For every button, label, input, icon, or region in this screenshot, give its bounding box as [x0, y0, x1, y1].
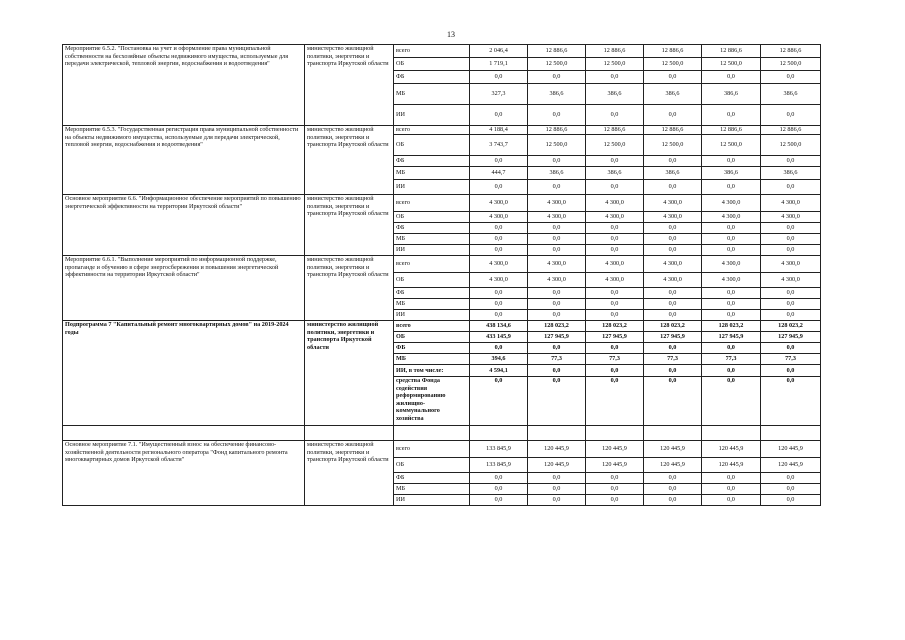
value-cell: 120 445,9 — [586, 441, 644, 458]
value-cell: 0,0 — [644, 223, 702, 234]
value-cell: 12 886,6 — [761, 126, 821, 135]
value-cell: 0,0 — [470, 234, 528, 245]
value-cell: 0,0 — [702, 299, 761, 310]
funding-source: всего — [394, 45, 470, 58]
value-cell: 127 945,9 — [528, 332, 586, 343]
funding-source: ОБ — [394, 458, 470, 473]
value-cell: 128 023,2 — [644, 321, 702, 332]
value-cell: 0,0 — [586, 473, 644, 484]
value-cell: 0,0 — [586, 343, 644, 354]
value-cell: 0,0 — [528, 299, 586, 310]
value-cell: 128 023,2 — [761, 321, 821, 332]
value-cell: 0,0 — [586, 365, 644, 377]
funding-source: ОБ — [394, 58, 470, 71]
table-row — [63, 195, 821, 212]
value-cell: 0,0 — [586, 223, 644, 234]
value-cell: 12 500,0 — [761, 58, 821, 71]
value-cell: 128 023,2 — [702, 321, 761, 332]
value-cell: 12 886,6 — [586, 45, 644, 58]
value-cell: 0,0 — [528, 234, 586, 245]
value-cell: 77,3 — [761, 354, 821, 365]
value-cell: 0,0 — [644, 156, 702, 167]
value-cell: 4 300,0 — [470, 195, 528, 212]
value-cell: 386,6 — [761, 167, 821, 180]
value-cell: 0,0 — [586, 288, 644, 299]
funding-source: ФБ — [394, 71, 470, 84]
value-cell: 386,6 — [702, 167, 761, 180]
funding-source: МБ — [394, 167, 470, 180]
value-cell: 120 445,9 — [528, 458, 586, 473]
value-cell: 120 445,9 — [644, 458, 702, 473]
funding-source: МБ — [394, 84, 470, 105]
empty-cell — [63, 426, 305, 441]
value-cell: 4 300,0 — [702, 273, 761, 288]
table-row — [63, 321, 821, 332]
value-cell: 12 500,0 — [702, 58, 761, 71]
value-cell: 4 300,0 — [702, 195, 761, 212]
funding-source: всего — [394, 195, 470, 212]
value-cell: 12 500,0 — [528, 58, 586, 71]
value-cell: 127 945,9 — [644, 332, 702, 343]
value-cell: 0,0 — [761, 245, 821, 256]
value-cell: 0,0 — [528, 156, 586, 167]
value-cell: 120 445,9 — [528, 441, 586, 458]
value-cell: 4 300,0 — [528, 212, 586, 223]
funding-source: ИИ — [394, 310, 470, 321]
value-cell: 12 500,0 — [761, 135, 821, 156]
value-cell: 12 500,0 — [644, 58, 702, 71]
value-cell: 12 886,6 — [586, 126, 644, 135]
value-cell: 0,0 — [702, 484, 761, 495]
value-cell: 77,3 — [702, 354, 761, 365]
value-cell: 0,0 — [586, 105, 644, 126]
value-cell: 127 945,9 — [702, 332, 761, 343]
value-cell: 12 886,6 — [644, 126, 702, 135]
value-cell: 4 300,0 — [761, 256, 821, 273]
value-cell: 12 500,0 — [586, 58, 644, 71]
value-cell: 0,0 — [702, 223, 761, 234]
value-cell: 127 945,9 — [586, 332, 644, 343]
value-cell: 0,0 — [470, 288, 528, 299]
funding-source: ФБ — [394, 343, 470, 354]
value-cell: 0,0 — [470, 223, 528, 234]
value-cell: 0,0 — [528, 105, 586, 126]
value-cell: 12 500,0 — [586, 135, 644, 156]
value-cell: 0,0 — [702, 180, 761, 195]
value-cell: 120 445,9 — [761, 441, 821, 458]
value-cell: 0,0 — [528, 377, 586, 426]
value-cell: 0,0 — [528, 343, 586, 354]
value-cell: 386,6 — [644, 167, 702, 180]
value-cell: 0,0 — [470, 343, 528, 354]
value-cell: 386,6 — [761, 84, 821, 105]
value-cell: 0,0 — [586, 310, 644, 321]
value-cell: 386,6 — [528, 167, 586, 180]
value-cell: 0,0 — [586, 484, 644, 495]
value-cell: 0,0 — [528, 310, 586, 321]
value-cell: 133 845,9 — [470, 458, 528, 473]
value-cell: 0,0 — [761, 377, 821, 426]
value-cell: 1 719,1 — [470, 58, 528, 71]
funding-source: ИИ — [394, 105, 470, 126]
value-cell: 0,0 — [528, 71, 586, 84]
executor-name: министерство жилищной политики, энергетики и транспорта Иркутской области — [305, 45, 394, 126]
value-cell: 0,0 — [644, 288, 702, 299]
value-cell: 4 300,0 — [528, 256, 586, 273]
value-cell: 0,0 — [702, 310, 761, 321]
empty-cell — [394, 426, 470, 441]
value-cell: 4 300,0 — [586, 212, 644, 223]
table-row — [63, 45, 821, 58]
table-row — [63, 441, 821, 458]
value-cell: 4 300,0 — [470, 273, 528, 288]
value-cell: 0,0 — [644, 299, 702, 310]
value-cell: 120 445,9 — [586, 458, 644, 473]
activity-name: Основное мероприятие 7.1. "Имущественный взнос на обеспечение финансово-хозяйственной деятельности регионального оператора "Фонд капитального ремонта многоквартирных домов Иркутской области" — [63, 441, 305, 506]
value-cell: 128 023,2 — [528, 321, 586, 332]
value-cell: 0,0 — [644, 377, 702, 426]
value-cell: 0,0 — [761, 495, 821, 506]
value-cell: 0,0 — [470, 484, 528, 495]
empty-cell — [528, 426, 586, 441]
funding-source: ИИ — [394, 495, 470, 506]
funding-source: МБ — [394, 354, 470, 365]
value-cell: 386,6 — [528, 84, 586, 105]
funding-source: всего — [394, 256, 470, 273]
value-cell: 0,0 — [586, 377, 644, 426]
value-cell: 4 300,0 — [644, 195, 702, 212]
value-cell: 0,0 — [528, 473, 586, 484]
value-cell: 120 445,9 — [761, 458, 821, 473]
funding-source: ОБ — [394, 212, 470, 223]
value-cell: 0,0 — [702, 245, 761, 256]
value-cell: 0,0 — [644, 180, 702, 195]
executor-name: министерство жилищной политики, энергетики и транспорта Иркутской области — [305, 126, 394, 195]
value-cell: 0,0 — [470, 377, 528, 426]
value-cell: 444,7 — [470, 167, 528, 180]
funding-source: средства Фонда содействия реформированию жилищно-коммунального хозяйства — [394, 377, 470, 426]
value-cell: 0,0 — [528, 484, 586, 495]
value-cell: 386,6 — [586, 167, 644, 180]
value-cell: 0,0 — [528, 223, 586, 234]
value-cell: 4 300,0 — [586, 273, 644, 288]
value-cell: 4 300,0 — [644, 212, 702, 223]
value-cell: 4 300,0 — [761, 195, 821, 212]
activity-name: Мероприятие 6.5.2. "Постановка на учет и оформление права муниципальной собственности на бесхозяйные объекты недвижимого имущества, используемые для передачи электрической, тепловой энергии, водоснабжения и водоотведения" — [63, 45, 305, 126]
value-cell: 4 300,0 — [586, 256, 644, 273]
value-cell: 386,6 — [644, 84, 702, 105]
empty-cell — [644, 426, 702, 441]
value-cell: 4 188,4 — [470, 126, 528, 135]
value-cell: 4 300,0 — [470, 256, 528, 273]
executor-name: министерство жилищной политики, энергетики и транспорта Иркутской области — [305, 441, 394, 506]
value-cell: 127 945,9 — [761, 332, 821, 343]
value-cell: 12 886,6 — [702, 126, 761, 135]
value-cell: 4 300,0 — [761, 273, 821, 288]
value-cell: 0,0 — [761, 473, 821, 484]
value-cell: 0,0 — [644, 71, 702, 84]
value-cell: 0,0 — [761, 288, 821, 299]
empty-cell — [586, 426, 644, 441]
funding-source: ФБ — [394, 288, 470, 299]
value-cell: 0,0 — [470, 473, 528, 484]
value-cell: 12 886,6 — [702, 45, 761, 58]
value-cell: 0,0 — [470, 156, 528, 167]
value-cell: 0,0 — [761, 310, 821, 321]
value-cell: 0,0 — [528, 245, 586, 256]
value-cell: 394,6 — [470, 354, 528, 365]
value-cell: 128 023,2 — [586, 321, 644, 332]
value-cell: 0,0 — [702, 288, 761, 299]
value-cell: 0,0 — [644, 495, 702, 506]
funding-source: МБ — [394, 234, 470, 245]
value-cell: 4 300,0 — [644, 256, 702, 273]
value-cell: 0,0 — [470, 310, 528, 321]
table-row — [63, 126, 821, 135]
value-cell: 0,0 — [702, 234, 761, 245]
value-cell: 0,0 — [644, 105, 702, 126]
value-cell: 0,0 — [702, 343, 761, 354]
value-cell: 0,0 — [702, 105, 761, 126]
value-cell: 0,0 — [528, 288, 586, 299]
value-cell: 0,0 — [644, 310, 702, 321]
value-cell: 12 886,6 — [528, 45, 586, 58]
value-cell: 0,0 — [761, 343, 821, 354]
value-cell: 0,0 — [528, 495, 586, 506]
budget-table — [62, 44, 821, 506]
value-cell: 0,0 — [586, 71, 644, 84]
value-cell: 12 886,6 — [761, 45, 821, 58]
funding-source: всего — [394, 321, 470, 332]
value-cell: 77,3 — [586, 354, 644, 365]
value-cell: 133 845,9 — [470, 441, 528, 458]
funding-source: всего — [394, 126, 470, 135]
value-cell: 0,0 — [761, 234, 821, 245]
empty-cell — [470, 426, 528, 441]
funding-source: ИИ — [394, 180, 470, 195]
value-cell: 0,0 — [644, 234, 702, 245]
value-cell: 4 594,1 — [470, 365, 528, 377]
funding-source: МБ — [394, 299, 470, 310]
funding-source: ИИ, в том числе: — [394, 365, 470, 377]
funding-source: ОБ — [394, 135, 470, 156]
value-cell: 0,0 — [761, 223, 821, 234]
value-cell: 12 886,6 — [528, 126, 586, 135]
subprogram-name: Подпрограмма 7 "Капитальный ремонт многоквартирных домов" на 2019-2024 годы — [63, 321, 305, 426]
value-cell: 2 046,4 — [470, 45, 528, 58]
value-cell: 0,0 — [644, 473, 702, 484]
value-cell: 77,3 — [644, 354, 702, 365]
executor-name: министерство жилищной политики, энергетики и транспорта Иркутской области — [305, 321, 394, 426]
value-cell: 12 500,0 — [528, 135, 586, 156]
value-cell: 4 300,0 — [644, 273, 702, 288]
activity-name: Основное мероприятие 6.6. "Информационное обеспечение мероприятий по повышению энергетической эффективности на территории Иркутской области" — [63, 195, 305, 256]
value-cell: 327,3 — [470, 84, 528, 105]
value-cell: 0,0 — [586, 156, 644, 167]
funding-source: ФБ — [394, 223, 470, 234]
value-cell: 0,0 — [470, 71, 528, 84]
empty-cell — [702, 426, 761, 441]
value-cell: 0,0 — [586, 299, 644, 310]
value-cell: 0,0 — [702, 495, 761, 506]
value-cell: 77,3 — [528, 354, 586, 365]
value-cell: 0,0 — [528, 365, 586, 377]
value-cell: 0,0 — [586, 180, 644, 195]
value-cell: 0,0 — [644, 484, 702, 495]
value-cell: 0,0 — [470, 105, 528, 126]
value-cell: 0,0 — [702, 156, 761, 167]
value-cell: 4 300,0 — [586, 195, 644, 212]
value-cell: 0,0 — [761, 180, 821, 195]
value-cell: 4 300,0 — [528, 195, 586, 212]
value-cell: 386,6 — [702, 84, 761, 105]
value-cell: 0,0 — [702, 365, 761, 377]
empty-cell — [305, 426, 394, 441]
value-cell: 120 445,9 — [644, 441, 702, 458]
value-cell: 0,0 — [702, 473, 761, 484]
value-cell: 120 445,9 — [702, 441, 761, 458]
value-cell: 0,0 — [761, 484, 821, 495]
value-cell: 0,0 — [528, 180, 586, 195]
value-cell: 0,0 — [761, 299, 821, 310]
value-cell: 0,0 — [761, 156, 821, 167]
value-cell: 0,0 — [702, 377, 761, 426]
value-cell: 0,0 — [586, 234, 644, 245]
value-cell: 4 300,0 — [761, 212, 821, 223]
page-number: 13 — [447, 30, 455, 39]
funding-source: ФБ — [394, 156, 470, 167]
funding-source: ФБ — [394, 473, 470, 484]
value-cell: 386,6 — [586, 84, 644, 105]
value-cell: 12 886,6 — [644, 45, 702, 58]
funding-source: ОБ — [394, 273, 470, 288]
value-cell: 0,0 — [470, 495, 528, 506]
value-cell: 0,0 — [586, 245, 644, 256]
executor-name: министерство жилищной политики, энергетики и транспорта Иркутской области — [305, 195, 394, 256]
value-cell: 4 300,0 — [528, 273, 586, 288]
funding-source: ИИ — [394, 245, 470, 256]
activity-name: Мероприятие 6.6.1. "Выполнение мероприятий по информационной поддержке, пропаганде и обучению в сфере энергосбережения и повышения энергетической эффективности на территории Иркутской области" — [63, 256, 305, 321]
value-cell: 12 500,0 — [702, 135, 761, 156]
value-cell: 0,0 — [761, 105, 821, 126]
table-row — [63, 426, 821, 441]
funding-source: всего — [394, 441, 470, 458]
empty-cell — [761, 426, 821, 441]
value-cell: 0,0 — [470, 180, 528, 195]
value-cell: 0,0 — [470, 299, 528, 310]
value-cell: 438 134,6 — [470, 321, 528, 332]
value-cell: 0,0 — [644, 365, 702, 377]
value-cell: 4 300,0 — [702, 256, 761, 273]
value-cell: 4 300,0 — [470, 212, 528, 223]
value-cell: 0,0 — [644, 245, 702, 256]
value-cell: 0,0 — [702, 71, 761, 84]
value-cell: 120 445,9 — [702, 458, 761, 473]
funding-source: ОБ — [394, 332, 470, 343]
executor-name: министерство жилищной политики, энергетики и транспорта Иркутской области — [305, 256, 394, 321]
value-cell: 0,0 — [761, 365, 821, 377]
value-cell: 0,0 — [586, 495, 644, 506]
value-cell: 0,0 — [470, 245, 528, 256]
value-cell: 433 145,9 — [470, 332, 528, 343]
activity-name: Мероприятие 6.5.3. "Государственная регистрация права муниципальной собственности на объекты недвижимого имущества, используемые для передачи электрической, тепловой энергии, водоснабжения и водоотведения" — [63, 126, 305, 195]
value-cell: 0,0 — [644, 343, 702, 354]
table-row — [63, 256, 821, 273]
value-cell: 0,0 — [761, 71, 821, 84]
value-cell: 3 743,7 — [470, 135, 528, 156]
funding-source: МБ — [394, 484, 470, 495]
value-cell: 4 300,0 — [702, 212, 761, 223]
value-cell: 12 500,0 — [644, 135, 702, 156]
